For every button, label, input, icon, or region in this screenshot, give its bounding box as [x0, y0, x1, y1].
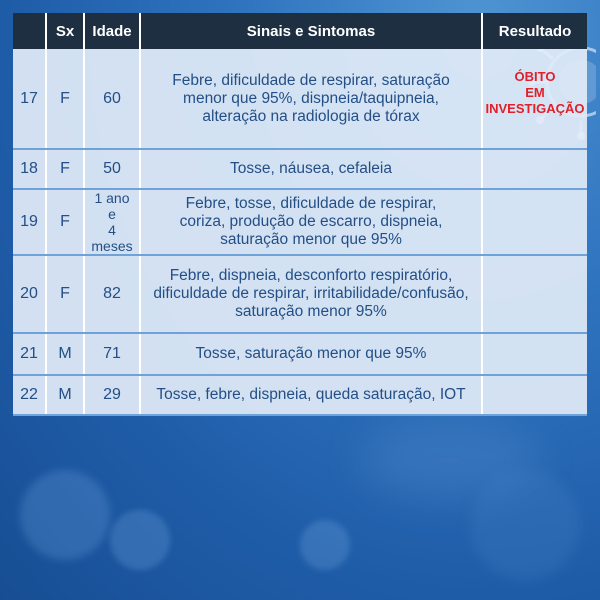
age-line: 82 — [103, 285, 121, 302]
header-case-number — [13, 13, 46, 49]
sex-cell: F — [46, 49, 84, 149]
sex-cell: F — [46, 189, 84, 255]
background-bokeh — [20, 470, 110, 560]
symptoms-line: Tosse, febre, dispneia, queda saturação, IOT — [156, 386, 466, 403]
case-number: 20 — [13, 255, 46, 333]
symptoms-line: saturação menor 95% — [235, 303, 387, 320]
table-row — [13, 189, 587, 255]
case-number: 21 — [13, 333, 46, 375]
table-row — [13, 49, 587, 149]
result-line: EM — [525, 84, 545, 100]
age-cell — [84, 333, 140, 375]
age-line: 1 ano — [94, 190, 130, 206]
case-number: 18 — [13, 149, 46, 189]
table-row — [13, 149, 587, 189]
symptoms-cell — [140, 375, 482, 415]
cases-table — [13, 13, 587, 416]
age-cell — [84, 49, 140, 149]
table-row — [13, 375, 587, 415]
header-age: Idade — [84, 13, 140, 49]
sex-cell: M — [46, 333, 84, 375]
age-cell — [84, 375, 140, 415]
header-symptoms: Sinais e Sintomas — [140, 13, 482, 49]
age-line: 71 — [103, 345, 121, 362]
age-cell — [84, 255, 140, 333]
age-line: 4 meses — [91, 222, 133, 254]
result-cell — [482, 255, 587, 333]
background-bokeh — [300, 520, 350, 570]
age-cell — [84, 149, 140, 189]
case-number: 22 — [13, 375, 46, 415]
symptoms-line: Febre, dispneia, desconforto respiratório, — [169, 267, 453, 284]
case-number: 19 — [13, 189, 46, 255]
table-header-row — [13, 13, 587, 49]
background-bokeh — [110, 510, 170, 570]
result-cell — [482, 189, 587, 255]
symptoms-line: Tosse, saturação menor que 95% — [195, 345, 427, 362]
result-cell — [482, 49, 587, 149]
table-row — [13, 333, 587, 375]
header-result: Resultado — [482, 13, 587, 49]
symptoms-cell — [140, 49, 482, 149]
symptoms-cell — [140, 333, 482, 375]
header-sex: Sx — [46, 13, 84, 49]
age-line: 29 — [103, 386, 121, 403]
result-cell — [482, 333, 587, 375]
symptoms-line: menor que 95%, dispneia/taquipneia, — [183, 89, 439, 107]
age-cell — [84, 189, 140, 255]
symptoms-line: coriza, produção de escarro, dispneia, — [179, 213, 443, 230]
symptoms-cell — [140, 189, 482, 255]
result-line: ÓBITO — [514, 68, 556, 84]
symptoms-cell — [140, 149, 482, 189]
sex-cell: F — [46, 255, 84, 333]
symptoms-line: Febre, dificuldade de respirar, saturação — [172, 71, 450, 89]
symptoms-line: alteração na radiologia de tórax — [202, 107, 420, 125]
symptoms-cell — [140, 255, 482, 333]
case-number: 17 — [13, 49, 46, 149]
symptoms-line: Febre, tosse, dificuldade de respirar, — [185, 195, 437, 212]
symptoms-line: Tosse, náusea, cefaleia — [230, 160, 392, 177]
result-cell — [482, 375, 587, 415]
sex-cell: M — [46, 375, 84, 415]
age-line: 60 — [103, 89, 121, 107]
age-line: 50 — [103, 160, 121, 177]
symptoms-line: saturação menor que 95% — [220, 231, 402, 248]
sex-cell: F — [46, 149, 84, 189]
age-line: e — [108, 206, 116, 222]
table-row — [13, 255, 587, 333]
result-cell — [482, 149, 587, 189]
result-line: INVESTIGAÇÃO — [485, 100, 585, 116]
symptoms-line: dificuldade de respirar, irritabilidade/confusão, — [153, 285, 469, 302]
background-bokeh — [470, 470, 580, 580]
